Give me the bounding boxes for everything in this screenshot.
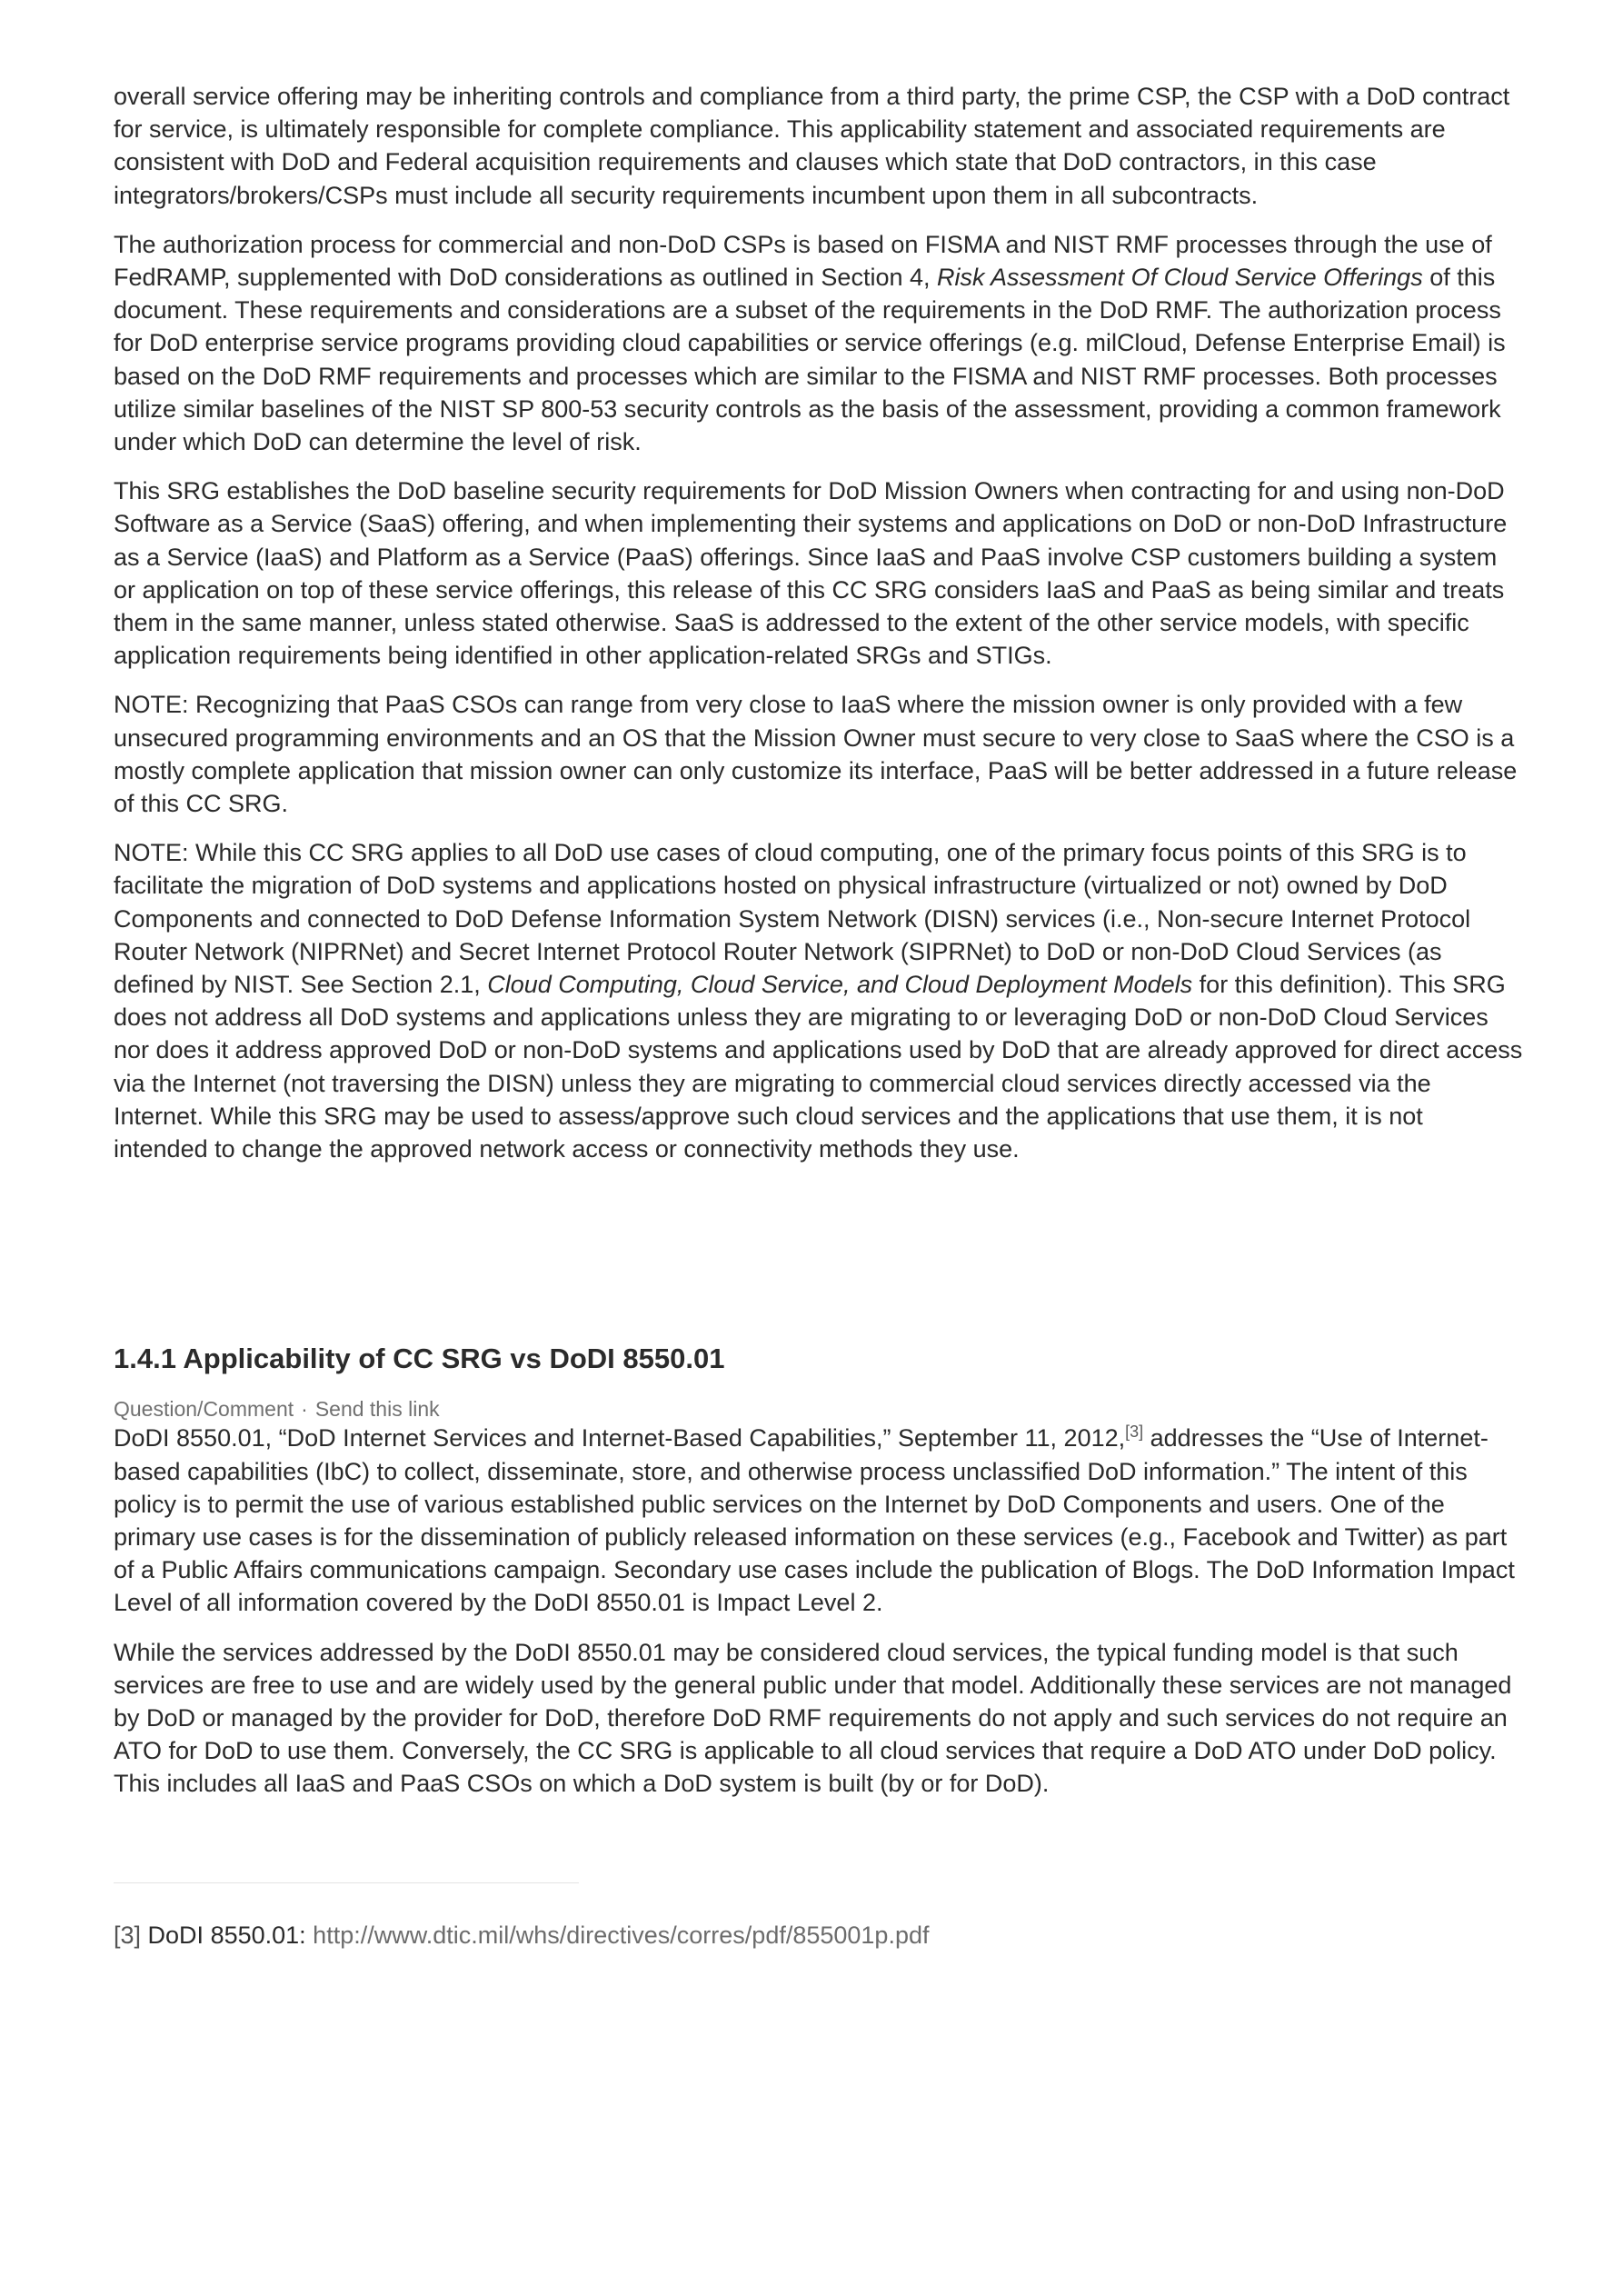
paragraph-note-paas <box>114 688 1523 820</box>
spacer <box>114 1165 1523 1342</box>
paragraph-authorization-process <box>114 228 1523 458</box>
paragraph-text: of this document. These requirements and considerations are a subset of the requirements in the DoD RMF. The authorization process for DoD enterprise service programs providing cloud capabilities or service offerings (e.g. milCloud, Defense Enterprise Email) is based on the DoD RMF requirements and processes which are similar to the FISMA and NIST RMF processes. Both processes utilize similar baselines of the NIST SP 800-53 security controls as the basis of the assessment, providing a common framework under which DoD can determine the level of risk. <box>114 264 1506 456</box>
paragraph-text: overall service offering may be inheriting controls and compliance from a third party, the prime CSP, the CSP with a DoD contract for service, is ultimately responsible for complete compliance. This applicability statement and associated requirements are consistent with DoD and Federal acquisition requirements and clauses which state that DoD contractors, in this case integrators/brokers/CSPs must include all security requirements incumbent upon them in all subcontracts. <box>114 83 1510 209</box>
footnote-label: DoDI 8550.01: <box>147 1921 314 1949</box>
footnote-url-link[interactable]: http://www.dtic.mil/whs/directives/corres/pdf/855001p.pdf <box>313 1921 930 1949</box>
footnote-number: [3] <box>114 1921 142 1949</box>
paragraph-text: for this definition). This SRG does not address all DoD systems and applications unless they are migrating to or leveraging DoD or non-DoD Cloud Services nor does it address approved DoD or non-DoD systems and applications used by DoD that are already approved for direct access via the Internet (not traversing the DISN) unless they are migrating to commercial cloud services directly accessed via the Internet. While this SRG may be used to assess/approve such cloud services and the applications that use them, it is not intended to change the approved network access or connectivity methods they use. <box>114 971 1523 1163</box>
paragraph-text: NOTE: While this CC SRG applies to all DoD use cases of cloud computing, one of the primary focus points of this SRG is to facilitate the migration of DoD systems and applications hosted on physical infrastructure (virtualized or not) owned by DoD Components and connected to DoD Defense Information System Network (DISN) services (i.e., Non-secure Internet Protocol Router Network (NIPRNet) and Secret Internet Protocol Router Network (SIPRNet) to DoD or non-DoD Cloud Services (as defined by NIST. See Section 2.1, <box>114 839 1471 999</box>
paragraph-text: NOTE: Recognizing that PaaS CSOs can range from very close to IaaS where the mission owner is only provided with a few unsecured programming environments and an OS that the Mission Owner must secure to very close to SaaS where the CSO is a mostly complete application that mission owner can only customize its interface, PaaS will be better addressed in a future release of this CC SRG. <box>114 691 1518 818</box>
section-reference-cloud-models: Cloud Computing, Cloud Service, and Cloud Deployment Models <box>487 971 1193 999</box>
paragraph-note-migration <box>114 836 1523 1165</box>
send-this-link[interactable]: Send this link <box>314 1397 440 1422</box>
paragraph-dodi-8550 <box>114 1422 1523 1619</box>
paragraph-text: While the services addressed by the DoDI 8550.01 may be considered cloud services, the typical funding model is that such services are free to use and are widely used by the general public under that model. Additionally these services are not managed by DoD or managed by the provider for DoD, therefore DoD RMF requirements do not apply and such services do not require an ATO for DoD to use them. Conversely, the CC SRG is applicable to all cloud services that require a DoD ATO under DoD policy. This includes all IaaS and PaaS CSOs on which a DoD system is built (by or for DoD). <box>114 1638 1512 1798</box>
footnote <box>114 1920 1523 1951</box>
spacer <box>114 1817 1523 1882</box>
paragraph-funding-model <box>114 1636 1523 1801</box>
question-comment-links <box>114 1396 1523 1422</box>
paragraph-text: The authorization process for commercial and non-DoD CSPs is based on FISMA and NIST RMF processes through the use of FedRAMP, supplemented with DoD considerations as outlined in Section 4, <box>114 230 1492 292</box>
footnote-reference-link[interactable]: [3] <box>1125 1423 1144 1442</box>
paragraph-compliance <box>114 80 1523 212</box>
paragraph-baseline-requirements <box>114 474 1523 672</box>
paragraph-text: DoDI 8550.01, “DoD Internet Services and Internet-Based Capabilities,” September 11, 2012, <box>114 1424 1126 1452</box>
section-reference-risk-assessment: Risk Assessment Of Cloud Service Offerings <box>937 264 1423 292</box>
paragraph-text: addresses the “Use of Internet-based capabilities (IbC) to collect, disseminate, store, and otherwise process unclassified DoD information.” The intent of this policy is to permit the use of various established public services on the Internet by DoD Components and users. One of the primary use cases is for the dissemination of publicly released information on these services (e.g., Facebook and Twitter) as part of a Public Affairs communications campaign. Secondary use cases include the publication of Blogs. The DoD Information Impact Level of all information covered by the DoDI 8550.01 is Impact Level 2. <box>114 1424 1515 1617</box>
section-title: 1.4.1 Applicability of CC SRG vs DoDI 8550.01 <box>114 1343 725 1375</box>
question-comment-link[interactable]: Question/Comment <box>114 1397 294 1422</box>
paragraph-text: This SRG establishes the DoD baseline security requirements for DoD Mission Owners when contracting for and using non-DoD Software as a Service (SaaS) offering, and when implementing their systems and applications on DoD or non-DoD Infrastructure as a Service (IaaS) and Platform as a Service (PaaS) offerings. Since IaaS and PaaS involve CSP customers building a system or application on top of these service offerings, this release of this CC SRG considers IaaS and PaaS as being similar and treats them in the same manner, unless stated otherwise. SaaS is addressed to the extent of the other service models, with specific application requirements being identified in other application-related SRGs and STIGs. <box>114 477 1508 670</box>
footnote-divider <box>114 1882 579 1883</box>
link-separator: · <box>301 1397 308 1422</box>
